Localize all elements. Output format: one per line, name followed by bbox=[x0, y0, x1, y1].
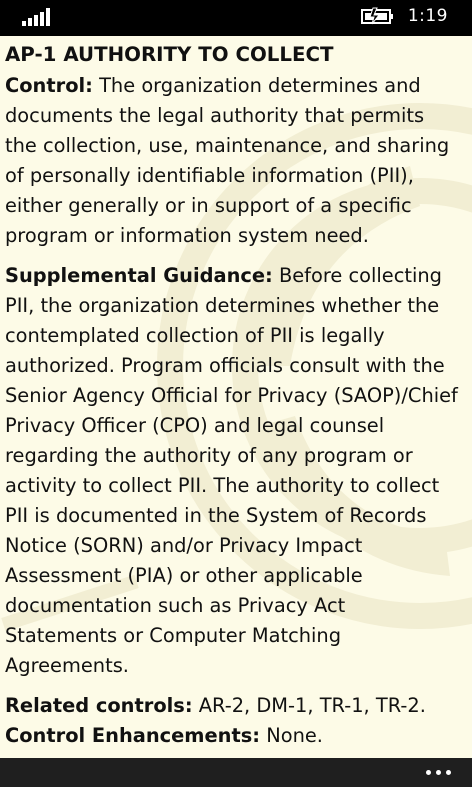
related-controls-label: Related controls: bbox=[5, 694, 193, 717]
control-paragraph bbox=[5, 71, 462, 251]
control-text: The organization determines and documents the legal authority that permits the collection, use, maintenance, and sharing of personally identifiable information (PII), either generally or in support of a specific program or information system need. bbox=[5, 74, 450, 247]
signal-strength-icon bbox=[22, 8, 56, 26]
enhancements-paragraph bbox=[5, 721, 462, 751]
guidance-text: Before collecting PII, the organization determines whether the contemplated collection of PII is legally authorized. Program officials consult with the Senior Agency Official for Privacy (SAOP)/Chief Privacy Officer (CPO) and legal counsel regarding the authority of any program or activity to collect PII. The authority to collect PII is documented in the System of Records Notice (SORN) and/or Privacy Impact Assessment (PIA) or other applicable documentation such as Privacy Act Statements or Computer Matching Agreements. bbox=[5, 264, 458, 677]
document-title: AP-1 AUTHORITY TO COLLECT bbox=[5, 43, 334, 66]
document-text bbox=[0, 36, 472, 751]
status-time: 1:19 bbox=[407, 6, 448, 26]
status-bar bbox=[0, 0, 472, 36]
battery-charging-icon bbox=[361, 7, 395, 25]
control-label: Control: bbox=[5, 74, 93, 97]
related-controls-paragraph bbox=[5, 691, 462, 721]
more-ellipsis-icon[interactable] bbox=[418, 760, 458, 784]
guidance-label: Supplemental Guidance: bbox=[5, 264, 273, 287]
enhancements-label: Control Enhancements: bbox=[5, 724, 261, 747]
guidance-paragraph bbox=[5, 261, 462, 681]
app-bar bbox=[0, 758, 472, 787]
related-controls-text: AR-2, DM-1, TR-1, TR-2. bbox=[192, 694, 426, 717]
document-view[interactable] bbox=[0, 36, 472, 758]
enhancements-text: None. bbox=[260, 724, 323, 747]
